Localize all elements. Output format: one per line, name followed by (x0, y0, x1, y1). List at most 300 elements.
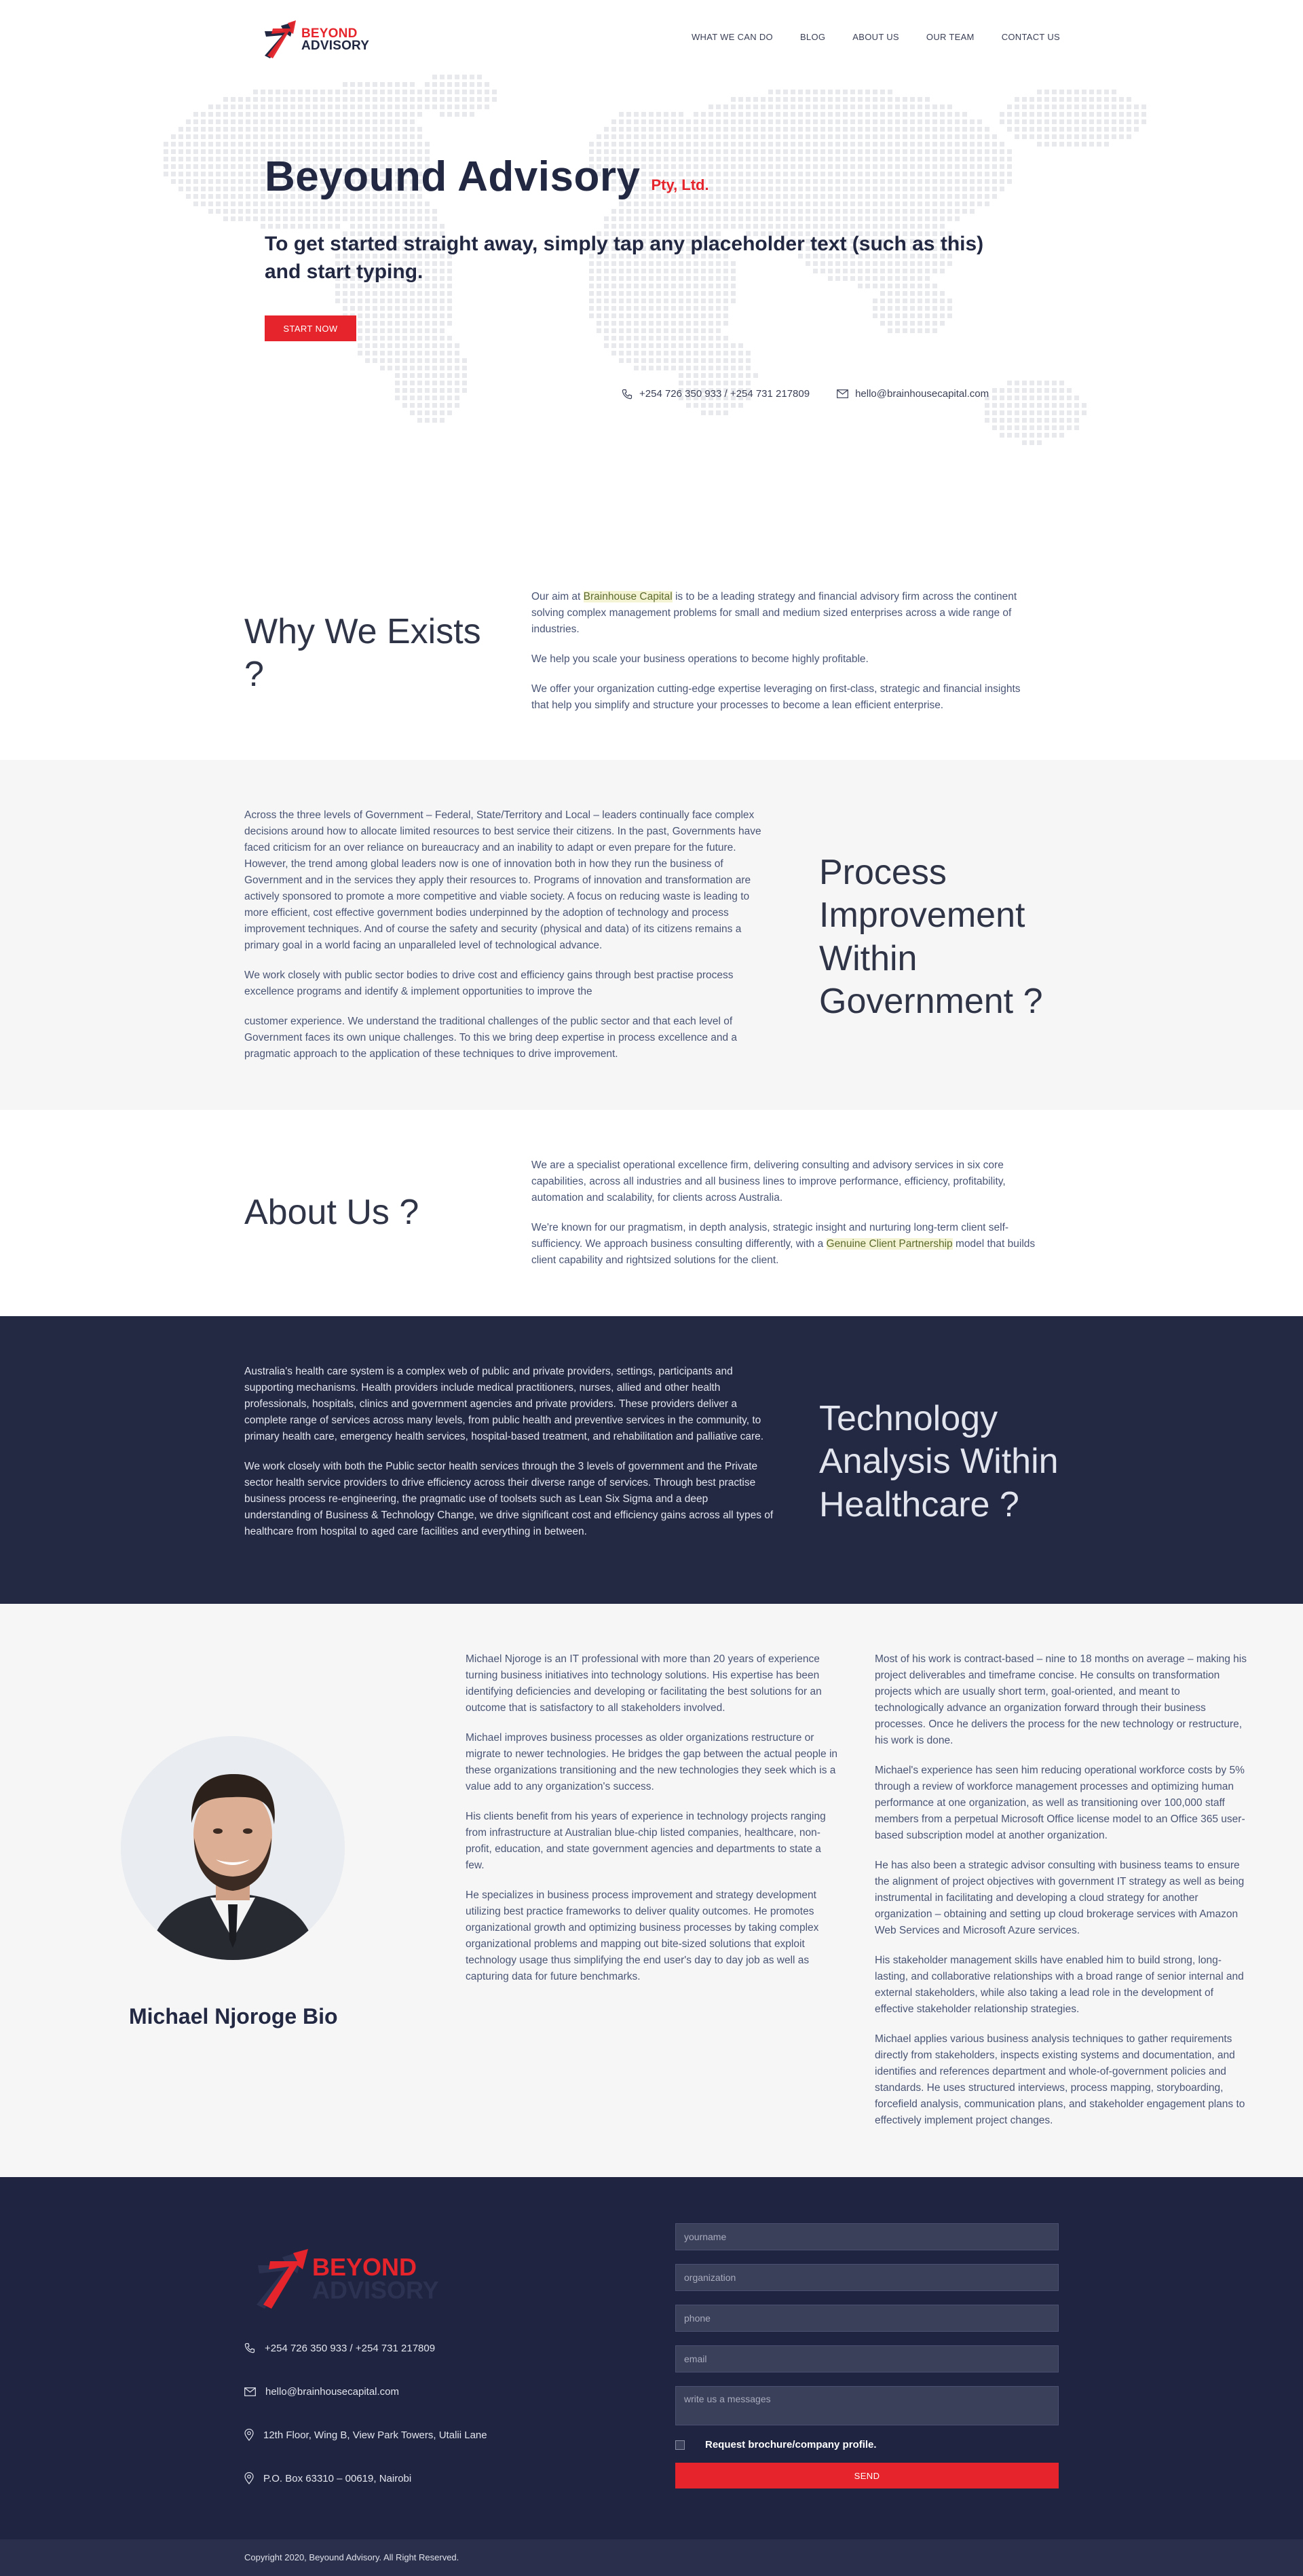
map-dot (813, 172, 818, 176)
map-dot (932, 216, 937, 221)
map-dot (388, 291, 392, 296)
map-dot (1015, 119, 1019, 124)
map-dot (835, 97, 840, 102)
map-dot (178, 134, 183, 139)
map-dot (843, 216, 848, 221)
nav-blog[interactable]: BLOG (799, 32, 826, 42)
map-dot (940, 187, 945, 191)
map-dot (761, 201, 766, 206)
map-dot (373, 343, 377, 348)
map-dot (208, 119, 213, 124)
map-dot (395, 373, 400, 378)
footer-email[interactable] (244, 2370, 487, 2413)
map-dot (731, 373, 736, 378)
map-dot (694, 336, 698, 341)
map-dot (716, 164, 721, 169)
genuine-client-partnership-link[interactable]: Genuine Client Partnership (826, 1238, 953, 1250)
map-dot (231, 127, 235, 132)
map-dot (402, 351, 407, 355)
map-dot (1059, 403, 1064, 408)
map-dot (320, 90, 325, 94)
map-dot (918, 306, 922, 311)
map-dot (283, 134, 288, 139)
map-dot (888, 104, 892, 109)
map-dot (231, 142, 235, 147)
map-dot (895, 179, 900, 184)
map-dot (604, 299, 609, 303)
map-dot (410, 306, 415, 311)
map-dot (828, 209, 833, 214)
map-dot (432, 343, 437, 348)
map-dot (641, 336, 646, 341)
map-dot (761, 142, 766, 147)
map-dot (649, 127, 654, 132)
map-dot (1015, 97, 1019, 102)
map-dot (903, 209, 907, 214)
map-dot (835, 134, 840, 139)
map-dot (895, 224, 900, 229)
map-dot (880, 313, 885, 318)
map-dot (1030, 381, 1034, 385)
map-dot (223, 172, 228, 176)
map-dot (723, 306, 728, 311)
map-dot (940, 119, 945, 124)
map-dot (358, 351, 362, 355)
map-dot (753, 112, 758, 117)
map-dot (1000, 410, 1004, 415)
map-dot (806, 90, 810, 94)
map-dot (873, 216, 877, 221)
map-dot (402, 216, 407, 221)
map-dot (328, 112, 333, 117)
map-dot (626, 313, 631, 318)
map-dot (1059, 119, 1064, 124)
footer-logo[interactable] (255, 2245, 452, 2313)
map-dot (402, 313, 407, 318)
brochure-checkbox[interactable] (675, 2440, 685, 2450)
brainhouse-capital-link[interactable]: Brainhouse Capital (583, 591, 673, 602)
map-dot (723, 358, 728, 363)
map-dot (350, 299, 355, 303)
map-dot (813, 104, 818, 109)
map-dot (193, 119, 198, 124)
map-dot (1112, 119, 1116, 124)
map-dot (776, 201, 780, 206)
map-dot (828, 142, 833, 147)
map-dot (597, 142, 601, 147)
map-dot (1127, 127, 1131, 132)
map-dot (238, 157, 243, 161)
map-dot (455, 373, 459, 378)
map-dot (671, 112, 676, 117)
map-dot (380, 127, 385, 132)
map-dot (947, 164, 952, 169)
map-dot (738, 373, 743, 378)
footer-phone[interactable] (244, 2326, 487, 2370)
map-dot (895, 127, 900, 132)
map-dot (1030, 418, 1034, 423)
map-dot (365, 97, 370, 102)
map-dot (753, 97, 758, 102)
map-dot (813, 201, 818, 206)
map-dot (231, 157, 235, 161)
map-dot (701, 291, 706, 296)
map-pin-icon (244, 2429, 254, 2441)
map-dot (701, 358, 706, 363)
map-dot (664, 112, 668, 117)
map-dot (731, 97, 736, 102)
map-dot (776, 209, 780, 214)
map-dot (619, 313, 624, 318)
nav-what-we-can-do[interactable]: WHAT WE CAN DO (691, 32, 773, 42)
map-dot (1000, 433, 1004, 438)
map-dot (835, 209, 840, 214)
map-dot (1104, 127, 1109, 132)
start-now-button[interactable]: START NOW (265, 315, 356, 341)
map-dot (918, 328, 922, 333)
map-dot (835, 187, 840, 191)
map-dot (208, 142, 213, 147)
map-dot (1082, 134, 1087, 139)
map-dot (253, 90, 258, 94)
map-dot (925, 149, 930, 154)
map-dot (320, 209, 325, 214)
map-dot (388, 366, 392, 370)
map-dot (597, 321, 601, 326)
map-dot (253, 216, 258, 221)
map-dot (903, 216, 907, 221)
hero-email[interactable] (837, 388, 989, 400)
map-dot (873, 157, 877, 161)
map-dot (1015, 425, 1019, 430)
map-dot (835, 216, 840, 221)
email-input[interactable] (675, 2345, 1059, 2372)
map-dot (231, 134, 235, 139)
map-dot (432, 291, 437, 296)
map-dot (791, 216, 795, 221)
map-dot (709, 373, 713, 378)
why-body (531, 589, 1040, 714)
map-dot (955, 134, 960, 139)
map-dot (193, 172, 198, 176)
map-dot (313, 209, 318, 214)
map-dot (746, 209, 751, 214)
map-dot (835, 112, 840, 117)
map-dot (903, 313, 907, 318)
map-dot (925, 179, 930, 184)
map-dot (440, 306, 445, 311)
map-dot (656, 358, 661, 363)
map-dot (656, 127, 661, 132)
map-dot (589, 313, 594, 318)
map-dot (813, 112, 818, 117)
map-dot (216, 157, 221, 161)
map-dot (395, 82, 400, 87)
map-dot (761, 157, 766, 161)
map-dot (388, 209, 392, 214)
bio-name-heading: Michael Njoroge Bio (129, 2004, 338, 2029)
map-dot (208, 157, 213, 161)
map-dot (716, 321, 721, 326)
map-dot (1052, 396, 1057, 400)
map-dot (425, 418, 430, 423)
map-dot (410, 388, 415, 393)
map-dot (1082, 104, 1087, 109)
map-dot (1127, 97, 1131, 102)
map-dot (380, 366, 385, 370)
map-dot (686, 403, 691, 408)
organization-input[interactable] (675, 2264, 1059, 2291)
map-dot (380, 134, 385, 139)
brand-logo[interactable] (263, 19, 385, 61)
map-dot (358, 291, 362, 296)
map-dot (880, 157, 885, 161)
map-dot (626, 328, 631, 333)
map-dot (447, 104, 452, 109)
name-input[interactable] (675, 2223, 1059, 2250)
map-dot (276, 90, 280, 94)
map-dot (432, 358, 437, 363)
map-dot (679, 134, 683, 139)
map-dot (410, 373, 415, 378)
map-dot (1015, 433, 1019, 438)
map-dot (1000, 119, 1004, 124)
map-dot (1044, 134, 1049, 139)
map-dot (746, 201, 751, 206)
map-dot (820, 224, 825, 229)
nav-contact-us[interactable]: CONTACT US (1001, 32, 1060, 42)
map-dot (402, 343, 407, 348)
map-dot (455, 343, 459, 348)
map-dot (694, 351, 698, 355)
map-dot (597, 313, 601, 318)
map-dot (686, 381, 691, 385)
map-dot (432, 351, 437, 355)
map-dot (447, 291, 452, 296)
map-dot (290, 201, 295, 206)
hero-phone[interactable] (622, 388, 810, 400)
map-dot (447, 321, 452, 326)
map-dot (753, 194, 758, 199)
map-dot (1134, 119, 1139, 124)
map-dot (910, 157, 915, 161)
map-dot (977, 157, 982, 161)
map-dot (776, 179, 780, 184)
map-dot (806, 164, 810, 169)
map-dot (246, 172, 250, 176)
map-dot (738, 381, 743, 385)
map-dot (380, 306, 385, 311)
brochure-checkbox-label[interactable]: Request brochure/company profile. (705, 2439, 877, 2450)
map-dot (835, 142, 840, 147)
map-dot (619, 201, 624, 206)
map-dot (806, 97, 810, 102)
nav-about-us[interactable]: ABOUT US (852, 32, 899, 42)
map-dot (873, 97, 877, 102)
map-dot (268, 134, 273, 139)
map-dot (798, 157, 803, 161)
map-dot (365, 328, 370, 333)
map-dot (850, 194, 855, 199)
map-dot (955, 216, 960, 221)
map-dot (350, 90, 355, 94)
map-dot (365, 313, 370, 318)
map-dot (731, 119, 736, 124)
message-textarea[interactable] (675, 2386, 1059, 2425)
map-dot (410, 351, 415, 355)
map-dot (783, 172, 788, 176)
phone-input[interactable] (675, 2305, 1059, 2332)
map-dot (679, 127, 683, 132)
map-dot (604, 216, 609, 221)
map-dot (947, 149, 952, 154)
map-dot (343, 209, 347, 214)
map-dot (1037, 127, 1042, 132)
process-body (244, 807, 766, 1062)
map-dot (940, 194, 945, 199)
map-dot (1007, 425, 1012, 430)
map-dot (402, 381, 407, 385)
map-dot (776, 194, 780, 199)
map-dot (910, 179, 915, 184)
map-dot (716, 358, 721, 363)
map-dot (798, 224, 803, 229)
map-dot (440, 336, 445, 341)
map-dot (977, 134, 982, 139)
map-dot (686, 209, 691, 214)
map-dot (634, 336, 639, 341)
map-dot (895, 134, 900, 139)
map-dot (402, 201, 407, 206)
map-dot (649, 224, 654, 229)
map-dot (1000, 418, 1004, 423)
map-dot (679, 119, 683, 124)
map-dot (417, 321, 422, 326)
map-dot (298, 201, 303, 206)
why-p1-pre: Our aim at (531, 591, 584, 602)
map-dot (813, 90, 818, 94)
map-dot (679, 112, 683, 117)
map-dot (1007, 179, 1012, 184)
map-dot (402, 366, 407, 370)
map-dot (1074, 410, 1079, 415)
map-dot (649, 209, 654, 214)
map-dot (216, 201, 221, 206)
map-dot (932, 119, 937, 124)
map-dot (410, 104, 415, 109)
map-dot (880, 149, 885, 154)
map-dot (656, 336, 661, 341)
map-dot (440, 410, 445, 415)
map-dot (380, 142, 385, 147)
map-dot (865, 164, 870, 169)
map-dot (656, 313, 661, 318)
map-dot (365, 291, 370, 296)
map-dot (649, 321, 654, 326)
map-dot (679, 201, 683, 206)
map-dot (768, 187, 773, 191)
map-dot (962, 172, 967, 176)
map-dot (955, 112, 960, 117)
map-dot (694, 328, 698, 333)
map-dot (186, 164, 191, 169)
map-dot (731, 403, 736, 408)
map-dot (694, 403, 698, 408)
why-paragraph-3: We offer your organization cutting-edge expertise leveraging on first-class, strategic and financial insights that help you simplify and structure your processes to become a lean efficient enterprise. (531, 683, 1021, 711)
map-dot (597, 291, 601, 296)
map-dot (216, 134, 221, 139)
map-dot (283, 209, 288, 214)
map-dot (806, 179, 810, 184)
map-dot (940, 313, 945, 318)
nav-our-team[interactable]: OUR TEAM (926, 32, 975, 42)
map-dot (373, 201, 377, 206)
map-dot (888, 216, 892, 221)
map-dot (641, 142, 646, 147)
map-dot (492, 90, 497, 94)
map-dot (970, 164, 975, 169)
map-dot (432, 104, 437, 109)
map-dot (962, 134, 967, 139)
hero-section (0, 0, 1303, 536)
map-dot (664, 142, 668, 147)
map-dot (723, 410, 728, 415)
map-dot (843, 224, 848, 229)
map-dot (358, 321, 362, 326)
map-dot (1022, 410, 1027, 415)
send-button[interactable]: SEND (675, 2463, 1059, 2488)
map-dot (373, 104, 377, 109)
map-dot (865, 201, 870, 206)
map-dot (1104, 119, 1109, 124)
map-dot (283, 90, 288, 94)
map-dot (1119, 104, 1124, 109)
map-dot (850, 172, 855, 176)
map-dot (320, 201, 325, 206)
map-dot (1037, 388, 1042, 393)
map-dot (776, 127, 780, 132)
map-dot (283, 104, 288, 109)
map-dot (320, 97, 325, 102)
map-dot (649, 142, 654, 147)
map-dot (940, 149, 945, 154)
map-dot (1082, 97, 1087, 102)
map-dot (791, 187, 795, 191)
map-dot (373, 306, 377, 311)
map-dot (231, 209, 235, 214)
map-dot (208, 127, 213, 132)
logo-line-1: BEYOND (301, 26, 358, 41)
map-dot (634, 127, 639, 132)
map-dot (298, 90, 303, 94)
map-dot (208, 179, 213, 184)
map-dot (835, 127, 840, 132)
map-dot (813, 134, 818, 139)
map-dot (641, 134, 646, 139)
map-dot (417, 373, 422, 378)
map-dot (1030, 388, 1034, 393)
map-dot (723, 127, 728, 132)
map-dot (925, 216, 930, 221)
map-dot (1074, 112, 1079, 117)
map-dot (731, 366, 736, 370)
map-dot (417, 209, 422, 214)
map-dot (918, 187, 922, 191)
map-dot (694, 291, 698, 296)
map-dot (753, 187, 758, 191)
map-dot (932, 321, 937, 326)
map-dot (865, 134, 870, 139)
